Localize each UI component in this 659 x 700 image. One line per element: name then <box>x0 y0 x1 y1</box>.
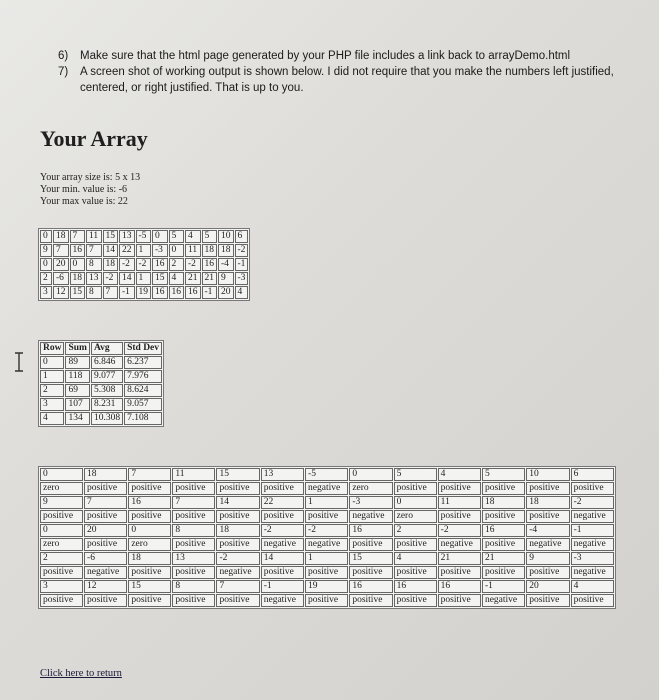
label-cell: 1 <box>305 552 348 565</box>
label-cell: 5 <box>482 468 525 481</box>
label-cell: positive <box>84 538 127 551</box>
label-cell: positive <box>128 482 171 495</box>
label-cell: positive <box>526 594 569 607</box>
label-cell: positive <box>216 482 259 495</box>
label-cell: positive <box>172 510 215 523</box>
table-row <box>40 524 614 537</box>
table-row <box>40 230 248 243</box>
array-cell: -5 <box>136 230 152 243</box>
table-row <box>40 356 162 369</box>
label-cell: positive <box>305 510 348 523</box>
label-cell: 15 <box>216 468 259 481</box>
label-cell: positive <box>172 594 215 607</box>
array-cell: 21 <box>185 272 201 285</box>
label-cell: 3 <box>40 580 83 593</box>
label-cell: 16 <box>438 580 481 593</box>
array-cell: 18 <box>53 230 69 243</box>
label-cell: -2 <box>438 524 481 537</box>
label-cell: negative <box>349 510 392 523</box>
array-cell: 18 <box>103 258 119 271</box>
label-cell: 12 <box>84 580 127 593</box>
array-cell: 14 <box>119 272 135 285</box>
label-cell: positive <box>84 510 127 523</box>
stats-cell: 4 <box>40 412 64 425</box>
table-row <box>40 272 248 285</box>
stats-cell: 89 <box>65 356 89 369</box>
label-cell: negative <box>84 566 127 579</box>
stats-cell: 10.308 <box>91 412 123 425</box>
label-cell: 4 <box>571 580 614 593</box>
array-cell: 11 <box>86 230 102 243</box>
array-cell: -3 <box>235 272 249 285</box>
label-cell: positive <box>438 566 481 579</box>
label-cell: negative <box>571 566 614 579</box>
label-cell: 20 <box>526 580 569 593</box>
table-row <box>40 566 614 579</box>
label-cell: 16 <box>128 496 171 509</box>
text-cursor-icon <box>12 352 26 372</box>
array-cell: 2 <box>169 258 185 271</box>
label-cell: negative <box>261 538 304 551</box>
label-cell: positive <box>216 594 259 607</box>
column-header: Sum <box>65 342 89 355</box>
array-cell: 7 <box>103 286 119 299</box>
label-cell: positive <box>571 594 614 607</box>
array-table <box>38 228 250 301</box>
label-cell: positive <box>394 482 437 495</box>
array-cell: 18 <box>218 244 234 257</box>
label-cell: 18 <box>216 524 259 537</box>
array-cell: 7 <box>70 230 86 243</box>
return-link[interactable]: Click here to return <box>40 668 122 679</box>
label-cell: 0 <box>40 524 83 537</box>
label-cell: positive <box>482 510 525 523</box>
label-cell: -2 <box>261 524 304 537</box>
table-row <box>40 412 162 425</box>
label-cell: positive <box>172 566 215 579</box>
label-cell: -2 <box>216 552 259 565</box>
instruction-item-7 <box>58 64 648 96</box>
table-row <box>40 258 248 271</box>
label-cell: negative <box>571 510 614 523</box>
table-row <box>40 482 614 495</box>
label-cell: -5 <box>305 468 348 481</box>
label-cell: negative <box>305 538 348 551</box>
array-cell: -2 <box>103 272 119 285</box>
array-cell: 11 <box>185 244 201 257</box>
label-cell: positive <box>172 482 215 495</box>
label-cell: positive <box>349 538 392 551</box>
array-cell: 7 <box>86 244 102 257</box>
label-cell: positive <box>40 566 83 579</box>
max-value-text: Your max value is: 22 <box>40 196 128 207</box>
stats-cell: 3 <box>40 398 64 411</box>
stats-cell: 8.624 <box>124 384 162 397</box>
stats-cell: 2 <box>40 384 64 397</box>
label-cell: positive <box>438 510 481 523</box>
label-cell: -2 <box>305 524 348 537</box>
array-cell: 8 <box>86 286 102 299</box>
array-cell: 8 <box>86 258 102 271</box>
array-cell: -4 <box>218 258 234 271</box>
label-cell: -2 <box>571 496 614 509</box>
label-cell: negative <box>216 566 259 579</box>
label-cell: zero <box>349 482 392 495</box>
label-cell: 11 <box>172 468 215 481</box>
table-row <box>40 510 614 523</box>
label-cell: positive <box>128 594 171 607</box>
instruction-number: 7) <box>58 66 69 78</box>
label-cell: zero <box>40 482 83 495</box>
array-cell: 0 <box>169 244 185 257</box>
label-cell: positive <box>482 482 525 495</box>
label-cell: -4 <box>526 524 569 537</box>
array-cell: -2 <box>235 244 249 257</box>
label-cell: 18 <box>482 496 525 509</box>
stats-header-row <box>40 342 162 355</box>
label-cell: positive <box>526 566 569 579</box>
label-cell: negative <box>305 482 348 495</box>
stats-cell: 8.231 <box>91 398 123 411</box>
label-cell: 21 <box>438 552 481 565</box>
array-cell: 5 <box>202 230 218 243</box>
array-cell: 10 <box>218 230 234 243</box>
table-row <box>40 370 162 383</box>
label-cell: 5 <box>394 468 437 481</box>
label-cell: 18 <box>128 552 171 565</box>
label-cell: positive <box>84 594 127 607</box>
label-cell: positive <box>261 566 304 579</box>
column-header: Std Dev <box>124 342 162 355</box>
label-cell: 2 <box>394 524 437 537</box>
array-cell: 12 <box>53 286 69 299</box>
label-cell: 1 <box>305 496 348 509</box>
array-cell: 9 <box>218 272 234 285</box>
label-cell: zero <box>40 538 83 551</box>
array-cell: 15 <box>152 272 168 285</box>
stats-cell: 0 <box>40 356 64 369</box>
label-cell: 4 <box>394 552 437 565</box>
label-cell: negative <box>526 538 569 551</box>
label-cell: 7 <box>172 496 215 509</box>
label-cell: 10 <box>526 468 569 481</box>
label-cell: 7 <box>128 468 171 481</box>
label-cell: -6 <box>84 552 127 565</box>
instruction-text: A screen shot of working output is shown below. I did not require that you make the numbers left justified, centered, or right justified. That is up to you. <box>80 66 614 94</box>
label-cell: -1 <box>571 524 614 537</box>
label-cell: positive <box>128 510 171 523</box>
array-cell: 18 <box>70 272 86 285</box>
label-cell: negative <box>571 538 614 551</box>
array-cell: 2 <box>40 272 52 285</box>
array-cell: 0 <box>70 258 86 271</box>
array-cell: 22 <box>119 244 135 257</box>
stats-cell: 7.976 <box>124 370 162 383</box>
stats-cell: 1 <box>40 370 64 383</box>
label-cell: 6 <box>571 468 614 481</box>
column-header: Avg <box>91 342 123 355</box>
label-cell: positive <box>571 482 614 495</box>
label-cell: positive <box>84 482 127 495</box>
array-cell: -3 <box>152 244 168 257</box>
label-cell: 8 <box>172 524 215 537</box>
label-cell: positive <box>40 510 83 523</box>
label-cell: 0 <box>394 496 437 509</box>
label-cell: negative <box>482 594 525 607</box>
label-cell: positive <box>394 594 437 607</box>
label-cell: 21 <box>482 552 525 565</box>
array-cell: 0 <box>40 230 52 243</box>
label-cell: 9 <box>526 552 569 565</box>
label-cell: positive <box>394 566 437 579</box>
label-cell: 7 <box>84 496 127 509</box>
instruction-number: 6) <box>58 50 69 62</box>
array-size-text: Your array size is: 5 x 13 <box>40 172 141 183</box>
array-cell: 19 <box>136 286 152 299</box>
label-cell: zero <box>128 538 171 551</box>
array-cell: 15 <box>103 230 119 243</box>
table-row <box>40 580 614 593</box>
array-cell: 7 <box>53 244 69 257</box>
label-cell: 7 <box>216 580 259 593</box>
table-row <box>40 468 614 481</box>
array-cell: 18 <box>202 244 218 257</box>
label-cell: -1 <box>261 580 304 593</box>
array-cell: 0 <box>40 258 52 271</box>
label-cell: positive <box>394 538 437 551</box>
label-cell: positive <box>438 482 481 495</box>
table-row <box>40 244 248 257</box>
label-cell: 9 <box>40 496 83 509</box>
array-cell: 3 <box>40 286 52 299</box>
label-cell: -3 <box>349 496 392 509</box>
label-cell: 0 <box>40 468 83 481</box>
array-cell: -1 <box>119 286 135 299</box>
column-header: Row <box>40 342 64 355</box>
label-cell: 16 <box>482 524 525 537</box>
min-value-text: Your min. value is: -6 <box>40 184 128 195</box>
label-cell: 11 <box>438 496 481 509</box>
array-cell: 21 <box>202 272 218 285</box>
stats-cell: 107 <box>65 398 89 411</box>
row-stats-table <box>38 340 164 427</box>
label-cell: 13 <box>261 468 304 481</box>
stats-cell: 69 <box>65 384 89 397</box>
label-cell: positive <box>526 482 569 495</box>
label-cell: 2 <box>40 552 83 565</box>
array-cell: -6 <box>53 272 69 285</box>
label-cell: 4 <box>438 468 481 481</box>
array-cell: -1 <box>202 286 218 299</box>
array-cell: 4 <box>169 272 185 285</box>
array-cell: 13 <box>86 272 102 285</box>
array-cell: 4 <box>235 286 249 299</box>
stats-cell: 7.108 <box>124 412 162 425</box>
array-cell: -2 <box>119 258 135 271</box>
label-cell: 8 <box>172 580 215 593</box>
table-row <box>40 384 162 397</box>
label-cell: 16 <box>394 580 437 593</box>
label-cell: positive <box>482 566 525 579</box>
label-cell: positive <box>128 566 171 579</box>
label-cell: positive <box>438 594 481 607</box>
label-cell: 20 <box>84 524 127 537</box>
label-cell: 16 <box>349 524 392 537</box>
array-cell: 1 <box>136 244 152 257</box>
label-cell: 15 <box>349 552 392 565</box>
label-cell: positive <box>305 566 348 579</box>
stats-cell: 6.846 <box>91 356 123 369</box>
array-cell: 0 <box>152 230 168 243</box>
label-cell: negative <box>438 538 481 551</box>
table-row <box>40 496 614 509</box>
array-cell: 16 <box>70 244 86 257</box>
instructions-list <box>58 48 648 96</box>
table-row <box>40 398 162 411</box>
label-cell: 14 <box>261 552 304 565</box>
stats-cell: 9.077 <box>91 370 123 383</box>
label-cell: 16 <box>349 580 392 593</box>
label-cell: positive <box>40 594 83 607</box>
array-cell: 20 <box>53 258 69 271</box>
array-cell: 16 <box>202 258 218 271</box>
stats-cell: 118 <box>65 370 89 383</box>
array-cell: 16 <box>152 286 168 299</box>
label-cell: -1 <box>482 580 525 593</box>
label-cell: 13 <box>172 552 215 565</box>
array-cell: 16 <box>169 286 185 299</box>
table-row <box>40 538 614 551</box>
label-cell: positive <box>305 594 348 607</box>
label-cell: 18 <box>526 496 569 509</box>
sign-labels-table <box>38 466 616 609</box>
array-cell: 4 <box>185 230 201 243</box>
array-cell: 5 <box>169 230 185 243</box>
array-cell: 13 <box>119 230 135 243</box>
array-cell: -1 <box>235 258 249 271</box>
label-cell: 18 <box>84 468 127 481</box>
label-cell: zero <box>394 510 437 523</box>
array-cell: -2 <box>185 258 201 271</box>
table-row <box>40 286 248 299</box>
array-cell: 6 <box>235 230 249 243</box>
label-cell: positive <box>261 510 304 523</box>
stats-cell: 9.057 <box>124 398 162 411</box>
label-cell: 22 <box>261 496 304 509</box>
array-cell: 14 <box>103 244 119 257</box>
label-cell: positive <box>261 482 304 495</box>
array-cell: 20 <box>218 286 234 299</box>
stats-cell: 6.237 <box>124 356 162 369</box>
label-cell: positive <box>172 538 215 551</box>
label-cell: 15 <box>128 580 171 593</box>
array-cell: -2 <box>136 258 152 271</box>
label-cell: positive <box>349 594 392 607</box>
array-cell: 16 <box>152 258 168 271</box>
label-cell: positive <box>216 538 259 551</box>
page-title: Your Array <box>40 126 148 151</box>
label-cell: 19 <box>305 580 348 593</box>
table-row <box>40 552 614 565</box>
array-cell: 15 <box>70 286 86 299</box>
array-cell: 9 <box>40 244 52 257</box>
label-cell: positive <box>526 510 569 523</box>
label-cell: negative <box>261 594 304 607</box>
instruction-item-6 <box>58 48 648 64</box>
table-row <box>40 594 614 607</box>
label-cell: 0 <box>128 524 171 537</box>
array-cell: 1 <box>136 272 152 285</box>
label-cell: 0 <box>349 468 392 481</box>
label-cell: positive <box>482 538 525 551</box>
label-cell: positive <box>216 510 259 523</box>
array-stats <box>40 172 140 208</box>
label-cell: -3 <box>571 552 614 565</box>
label-cell: positive <box>349 566 392 579</box>
instruction-text: Make sure that the html page generated by your PHP file includes a link back to arrayDemo.html <box>80 50 571 62</box>
stats-cell: 134 <box>65 412 89 425</box>
label-cell: 14 <box>216 496 259 509</box>
stats-cell: 5.308 <box>91 384 123 397</box>
array-cell: 16 <box>185 286 201 299</box>
